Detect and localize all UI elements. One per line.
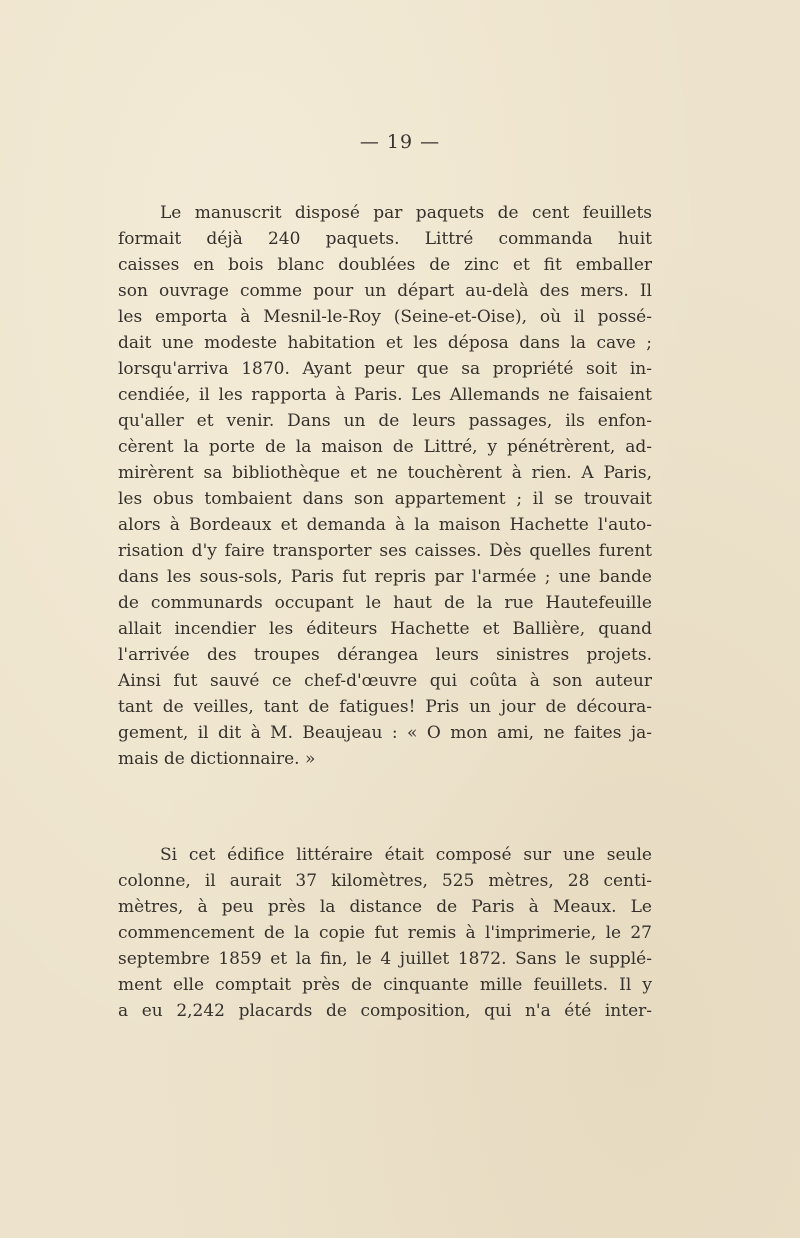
text-line: lorsqu'arriva 1870. Ayant peur que sa propriété soit in- <box>118 359 652 379</box>
text-line: Ainsi fut sauvé ce chef-d'œuvre qui coûta à son auteur <box>118 671 652 691</box>
text-line: septembre 1859 et la fin, le 4 juillet 1872. Sans le supplé- <box>118 949 652 969</box>
paragraph-manuscript-history <box>118 200 652 772</box>
text-line: mètres, à peu près la distance de Paris à Meaux. Le <box>118 897 652 917</box>
text-line: cèrent la porte de la maison de Littré, y pénétrèrent, ad- <box>118 437 652 457</box>
text-line: colonne, il aurait 37 kilomètres, 525 mètres, 28 centi- <box>118 871 652 891</box>
text-line: cendiée, il les rapporta à Paris. Les Allemands ne faisaient <box>118 385 652 405</box>
text-line: formait déjà 240 paquets. Littré commanda huit <box>118 229 652 249</box>
text-line: allait incendier les éditeurs Hachette et Ballière, quand <box>118 619 652 639</box>
text-line: risation d'y faire transporter ses caisses. Dès quelles furent <box>118 541 652 561</box>
text-line: dait une modeste habitation et les déposa dans la cave ; <box>118 333 652 353</box>
text-line: l'arrivée des troupes dérangea leurs sinistres projets. <box>118 645 652 665</box>
text-line: son ouvrage comme pour un départ au-delà des mers. Il <box>118 281 652 301</box>
text-line: mais de dictionnaire. » <box>118 749 316 769</box>
text-line: qu'aller et venir. Dans un de leurs passages, ils enfon- <box>118 411 652 431</box>
text-line: tant de veilles, tant de fatigues! Pris un jour de découra- <box>118 697 652 717</box>
text-line: ment elle comptait près de cinquante mille feuillets. Il y <box>118 975 652 995</box>
text-line: dans les sous-sols, Paris fut repris par l'armée ; une bande <box>118 567 652 587</box>
text-line: de communards occupant le haut de la rue Hautefeuille <box>118 593 652 613</box>
text-line: les emporta à Mesnil-le-Roy (Seine-et-Oise), où il possé- <box>118 307 652 327</box>
text-line: Si cet édifice littéraire était composé sur une seule <box>160 845 652 865</box>
text-line: les obus tombaient dans son appartement ; il se trouvait <box>118 489 652 509</box>
text-line: commencement de la copie fut remis à l'imprimerie, le 27 <box>118 923 652 943</box>
text-line: mirèrent sa bibliothèque et ne touchèrent à rien. A Paris, <box>118 463 652 483</box>
text-line: gement, il dit à M. Beaujeau : « O mon ami, ne faites ja- <box>118 723 652 743</box>
text-line: alors à Bordeaux et demanda à la maison Hachette l'auto- <box>118 515 652 535</box>
text-line: caisses en bois blanc doublées de zinc et fit emballer <box>118 255 652 275</box>
paragraph-dictionary-dimensions <box>118 842 652 1024</box>
text-line: Le manuscrit disposé par paquets de cent feuillets <box>160 203 652 223</box>
text-line: a eu 2,242 placards de composition, qui n'a été inter- <box>118 1001 652 1021</box>
page-number: — 19 — <box>359 131 441 153</box>
